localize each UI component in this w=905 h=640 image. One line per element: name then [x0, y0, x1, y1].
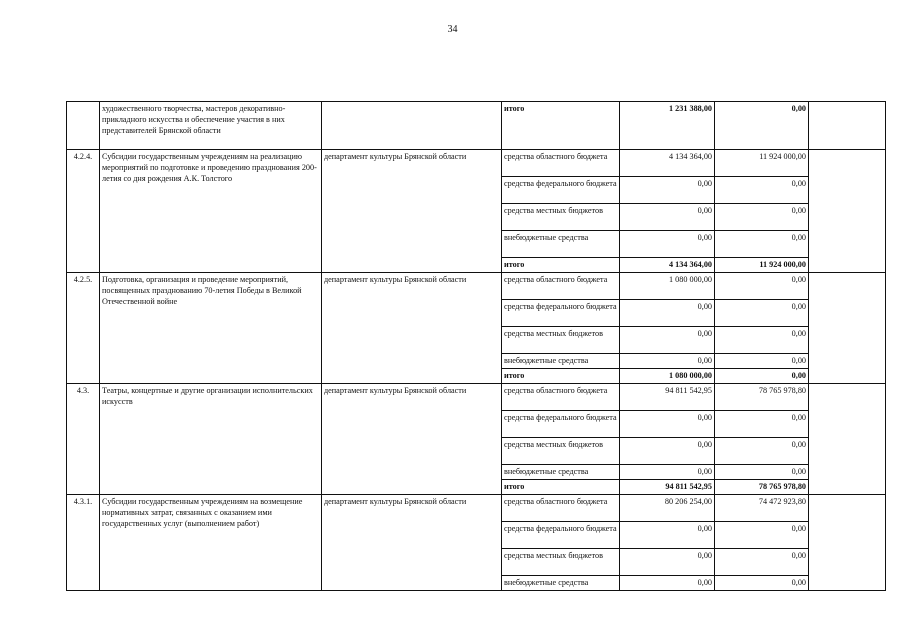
- source-label: внебюджетные средства: [502, 354, 620, 369]
- value-cell: 0,00: [715, 204, 809, 231]
- value-cell: 1 080 000,00: [620, 273, 715, 300]
- row-executor: департамент культуры Брянской области: [322, 150, 502, 273]
- row-code: 4.2.4.: [67, 150, 100, 273]
- value-cell: 78 765 978,80: [715, 480, 809, 495]
- value-cell: 0,00: [620, 177, 715, 204]
- value-cell: 0,00: [620, 576, 715, 591]
- value-cell: 0,00: [715, 549, 809, 576]
- value-cell: 0,00: [620, 465, 715, 480]
- row-name: художественного творчества, мастеров декоративно-прикладного искусства и обеспечение участия в них представителей Брянской области: [100, 102, 322, 150]
- source-label: средства федерального бюджета: [502, 411, 620, 438]
- value-cell: 94 811 542,95: [620, 480, 715, 495]
- value-cell: 0,00: [715, 576, 809, 591]
- value-cell: 0,00: [715, 102, 809, 150]
- value-cell: 0,00: [620, 231, 715, 258]
- row-name: Субсидии государственным учреждениям на реализацию мероприятий по подготовке и проведению празднования 200-летия со дня рождения А.К. Толстого: [100, 150, 322, 273]
- value-cell: 78 765 978,80: [715, 384, 809, 411]
- value-cell: 0,00: [715, 438, 809, 465]
- row-code: 4.3.: [67, 384, 100, 495]
- value-cell: 4 134 364,00: [620, 258, 715, 273]
- value-cell: 0,00: [715, 465, 809, 480]
- source-label: средства областного бюджета: [502, 150, 620, 177]
- source-label: итого: [502, 102, 620, 150]
- value-cell: 0,00: [620, 354, 715, 369]
- value-cell: 0,00: [715, 522, 809, 549]
- source-label: итого: [502, 369, 620, 384]
- value-cell: 74 472 923,80: [715, 495, 809, 522]
- source-label: итого: [502, 258, 620, 273]
- source-label: средства федерального бюджета: [502, 300, 620, 327]
- value-cell: 1 231 388,00: [620, 102, 715, 150]
- row-name: Подготовка, организация и проведение мероприятий, посвященных празднованию 70-летия Победы в Великой Отечественной войне: [100, 273, 322, 384]
- value-cell: 0,00: [715, 327, 809, 354]
- value-cell: 0,00: [620, 204, 715, 231]
- value-cell: 94 811 542,95: [620, 384, 715, 411]
- empty-cell: [809, 150, 886, 273]
- value-cell: 0,00: [620, 300, 715, 327]
- row-code: [67, 102, 100, 150]
- value-cell: 0,00: [715, 411, 809, 438]
- table-row: [67, 273, 886, 300]
- page-number: 34: [447, 24, 458, 35]
- source-label: средства областного бюджета: [502, 495, 620, 522]
- empty-cell: [809, 495, 886, 591]
- value-cell: 0,00: [715, 300, 809, 327]
- row-executor: [322, 102, 502, 150]
- empty-cell: [809, 273, 886, 384]
- empty-cell: [809, 102, 886, 150]
- source-label: средства областного бюджета: [502, 273, 620, 300]
- row-executor: департамент культуры Брянской области: [322, 495, 502, 591]
- row-code: 4.2.5.: [67, 273, 100, 384]
- source-label: внебюджетные средства: [502, 231, 620, 258]
- budget-table: [66, 101, 886, 591]
- row-executor: департамент культуры Брянской области: [322, 273, 502, 384]
- source-label: средства местных бюджетов: [502, 204, 620, 231]
- row-code: 4.3.1.: [67, 495, 100, 591]
- value-cell: 0,00: [620, 411, 715, 438]
- source-label: средства местных бюджетов: [502, 438, 620, 465]
- row-name: Субсидии государственным учреждениям на возмещение нормативных затрат, связанных с оказанием ими государственных услуг (выполнением работ): [100, 495, 322, 591]
- source-label: средства федерального бюджета: [502, 522, 620, 549]
- value-cell: 0,00: [715, 369, 809, 384]
- row-name: Театры, концертные и другие организации исполнительских искусств: [100, 384, 322, 495]
- table-row: [67, 150, 886, 177]
- value-cell: 0,00: [715, 273, 809, 300]
- source-label: внебюджетные средства: [502, 465, 620, 480]
- source-label: средства местных бюджетов: [502, 549, 620, 576]
- value-cell: 0,00: [715, 354, 809, 369]
- source-label: средства местных бюджетов: [502, 327, 620, 354]
- value-cell: 0,00: [620, 549, 715, 576]
- value-cell: 0,00: [715, 177, 809, 204]
- value-cell: 0,00: [620, 438, 715, 465]
- table-row: [67, 102, 886, 150]
- value-cell: 11 924 000,00: [715, 150, 809, 177]
- value-cell: 0,00: [715, 231, 809, 258]
- empty-cell: [809, 384, 886, 495]
- value-cell: 4 134 364,00: [620, 150, 715, 177]
- source-label: внебюджетные средства: [502, 576, 620, 591]
- table-row: [67, 495, 886, 522]
- value-cell: 1 080 000,00: [620, 369, 715, 384]
- table-row: [67, 384, 886, 411]
- source-label: итого: [502, 480, 620, 495]
- value-cell: 80 206 254,00: [620, 495, 715, 522]
- source-label: средства федерального бюджета: [502, 177, 620, 204]
- value-cell: 0,00: [620, 327, 715, 354]
- value-cell: 11 924 000,00: [715, 258, 809, 273]
- source-label: средства областного бюджета: [502, 384, 620, 411]
- row-executor: департамент культуры Брянской области: [322, 384, 502, 495]
- value-cell: 0,00: [620, 522, 715, 549]
